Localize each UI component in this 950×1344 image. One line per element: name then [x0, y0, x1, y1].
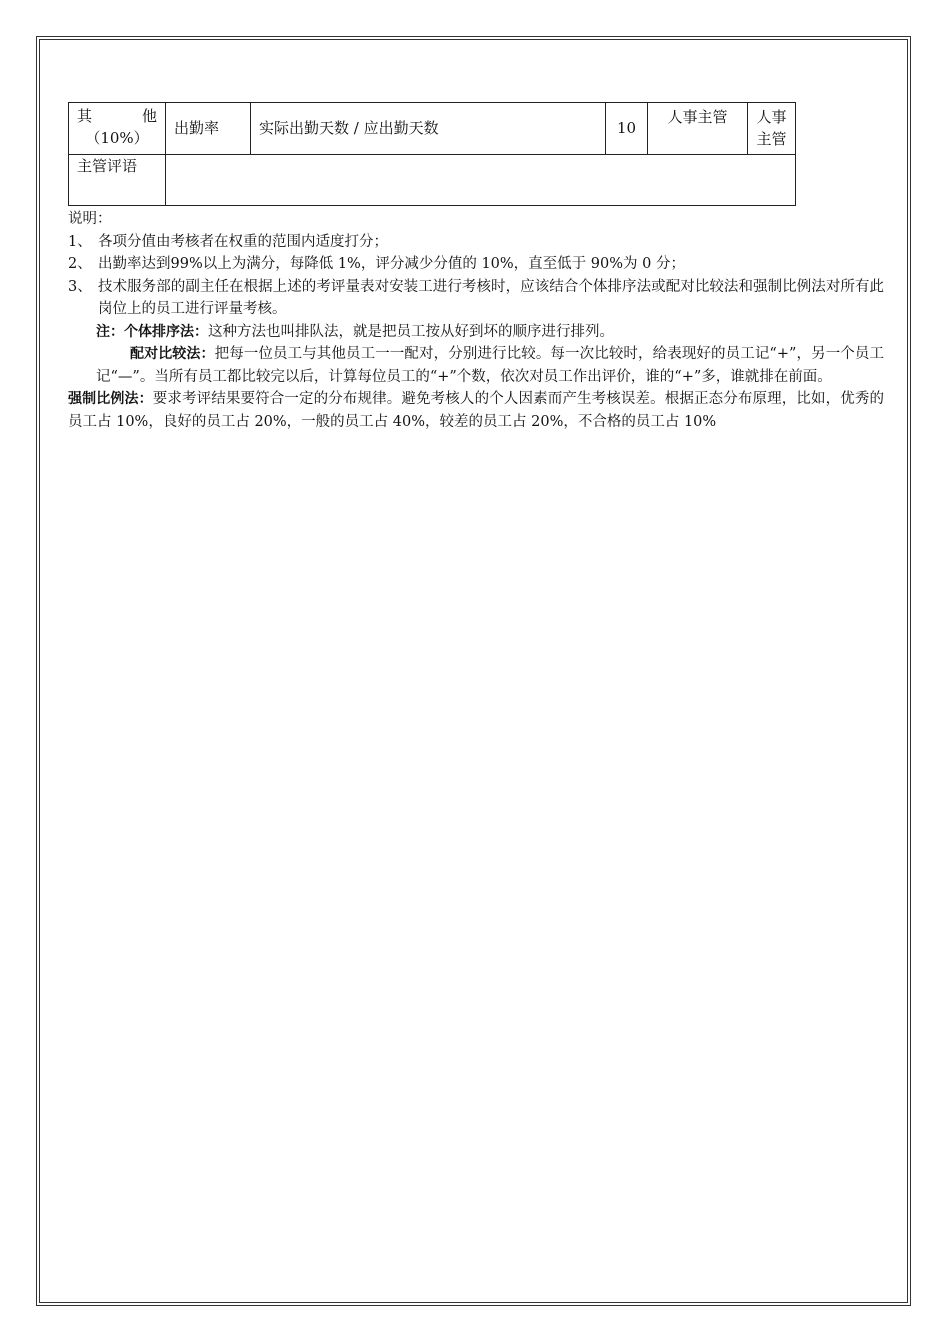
- evaluation-table: [68, 102, 796, 206]
- category-left: 其: [77, 107, 93, 125]
- table-row: [69, 103, 796, 155]
- method3-text: 要求考评结果要符合一定的分布规律。避免考核人的个人因素而产生考核误差。根据正态分布原理，比如，优秀的员工占 10%，良好的员工占 20%，一般的员工占 40%，较差的员工占 20%，不合格的员工占 10%: [68, 391, 884, 430]
- note-prefix: 注：: [96, 323, 124, 340]
- table-row: [69, 155, 796, 206]
- list-item: [68, 253, 884, 276]
- supervisor-comment-label: 主管评语: [69, 155, 166, 206]
- list-item-text: 各项分值由考核者在权重的范围内适度打分；: [98, 233, 388, 250]
- category-right: 他: [141, 107, 157, 125]
- score-cell: 10: [606, 103, 648, 155]
- method1-paragraph: [68, 321, 884, 344]
- evaluator-line2: 主管: [756, 130, 787, 148]
- list-item: [68, 231, 884, 254]
- data-source-cell: 人事主管: [648, 103, 748, 155]
- category-cell: [69, 103, 166, 155]
- list-item: [68, 276, 884, 321]
- list-item-text: 出勤率达到99%以上为满分，每降低 1%，评分减少分值的 10%，直至低于 90%为 0 分；: [98, 256, 685, 272]
- method1-title: 个体排序法：: [124, 323, 208, 340]
- list-item-number: 1、: [68, 233, 92, 250]
- list-item-number: 3、: [68, 278, 92, 295]
- method3-paragraph: [68, 388, 884, 433]
- method1-text: 这种方法也叫排队法，就是把员工按从好到坏的顺序进行排列。: [208, 323, 614, 340]
- list-item-number: 2、: [68, 256, 92, 272]
- method3-title: 强制比例法：: [68, 391, 153, 407]
- formula-cell: 实际出勤天数 / 应出勤天数: [251, 103, 606, 155]
- list-item-text: 技术服务部的副主任在根据上述的考评量表对安装工进行考核时，应该结合个体排序法或配对比较法和强制比例法对所有此岗位上的员工进行评量考核。: [98, 278, 884, 317]
- method2-text: 把每一位员工与其他员工一一配对，分别进行比较。每一次比较时，给表现好的员工记“+”，另一个员工记“—”。当所有员工都比较完以后，计算每位员工的“+”个数，依次对员工作出评价，谁的“+”多，谁就排在前面。: [96, 346, 884, 385]
- evaluator-line1: 人事: [756, 108, 787, 126]
- method2-title: 配对比较法：: [130, 346, 215, 362]
- notes-section: [68, 208, 884, 433]
- notes-heading: 说明：: [68, 211, 112, 227]
- evaluator-cell: [748, 103, 796, 155]
- category-weight: （10%）: [85, 129, 149, 147]
- method2-paragraph: [68, 343, 884, 388]
- supervisor-comment-content: [166, 155, 796, 206]
- indicator-cell: 出勤率: [166, 103, 251, 155]
